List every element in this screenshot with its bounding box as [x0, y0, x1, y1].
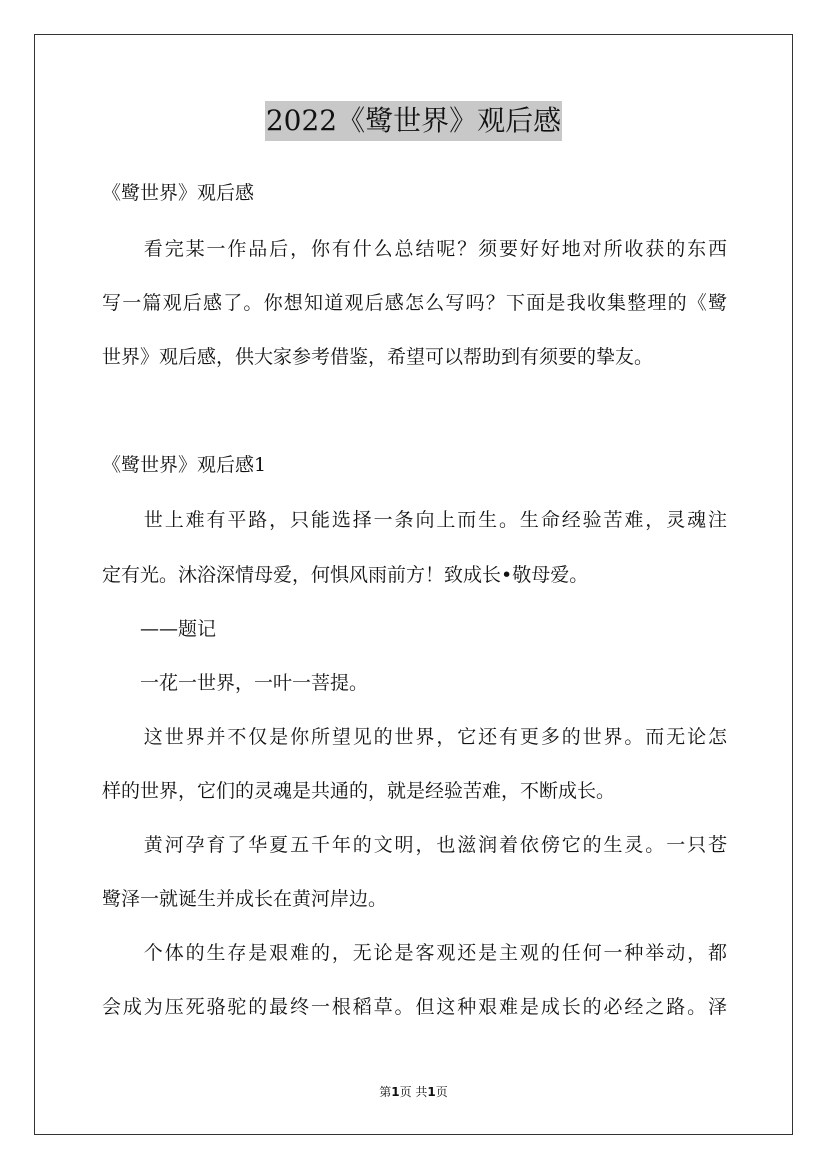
section-heading: 《鹭世界》观后感1	[102, 454, 267, 476]
page-number-prefix: 第	[379, 1085, 392, 1099]
page-number: 1	[391, 1085, 400, 1099]
paragraph-line: 一花一世界，一叶一菩提。	[102, 672, 369, 694]
title-container	[0, 101, 827, 141]
page-number-suffix: 页	[399, 1085, 412, 1099]
paragraph-line: 写一篇观后感了。你想知道观后感怎么写吗？下面是我收集整理的《鹭	[102, 292, 727, 314]
paragraph-line: ——题记	[102, 618, 217, 640]
paragraph-line: 会成为压死骆驼的最终一根稻草。但这种艰难是成长的必经之路。泽	[102, 996, 727, 1018]
section-heading: 《鹭世界》观后感	[102, 182, 255, 204]
paragraph-line: 看完某一作品后，你有什么总结呢？须要好好地对所收获的东西	[102, 238, 727, 260]
total-pages-suffix: 页	[435, 1085, 448, 1099]
page-footer	[0, 1084, 827, 1100]
paragraph-line: 个体的生存是艰难的，无论是客观还是主观的任何一种举动，都	[102, 942, 727, 964]
paragraph-line: 样的世界，它们的灵魂是共通的，就是经验苦难，不断成长。	[102, 780, 616, 802]
paragraph-line: 这世界并不仅是你所望见的世界，它还有更多的世界。而无论怎	[102, 726, 727, 748]
paragraph-line: 世上难有平路，只能选择一条向上而生。生命经验苦难，灵魂注	[102, 509, 727, 531]
document-title: 2022《鹭世界》观后感	[265, 101, 562, 141]
total-pages-prefix: 共	[415, 1085, 428, 1099]
paragraph-line: 世界》观后感，供大家参考借鉴，希望可以帮助到有须要的挚友。	[102, 346, 654, 368]
paragraph-line: 定有光。沐浴深情母爱，何惧风雨前方！致成长•敬母爱。	[102, 564, 589, 586]
paragraph-line: 鹭泽一就诞生并成长在黄河岸边。	[102, 888, 388, 910]
total-pages: 1	[427, 1085, 436, 1099]
paragraph-line: 黄河孕育了华夏五千年的文明，也滋润着依傍它的生灵。一只苍	[102, 834, 727, 856]
